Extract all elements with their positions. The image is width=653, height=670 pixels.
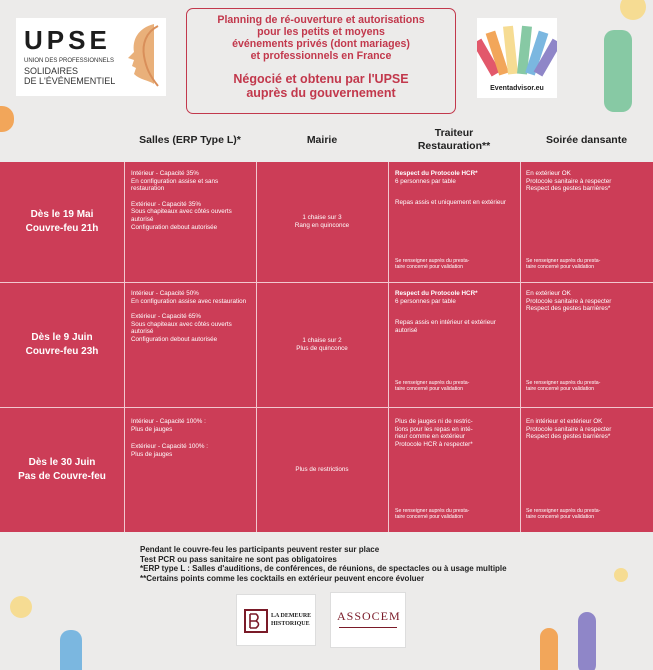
column-header-traiteur [388, 120, 520, 160]
cell-line: rieur comme en extérieur [395, 433, 465, 441]
cell-line: Protocole HCR à respecter* [395, 440, 473, 448]
row-label-curfew: Couvre-feu 23h [25, 345, 99, 357]
header-box [186, 8, 456, 114]
note-line: Se renseigner auprès du presta- [526, 508, 601, 514]
cell-spacer [395, 305, 515, 319]
demeure-historique-line2: HISTORIQUE [271, 621, 310, 627]
cell-soiree-row3 [526, 418, 650, 441]
column-header-mairie-label: Mairie [306, 133, 338, 146]
cell-spacer [131, 193, 253, 201]
cell-traiteur-row3 [395, 418, 515, 448]
cell-line: Protocole sanitaire à respecter [526, 297, 612, 305]
demeure-historique-logo [236, 594, 316, 646]
cell-traiteur-row2 [395, 290, 515, 334]
cell-line: En configuration assise avec restauration [131, 297, 247, 305]
upse-logo-solidaires-line1: SOLIDAIRES [24, 66, 79, 76]
column-header-salles-label: Salles (ERP Type L)* [139, 133, 241, 146]
row-label-19-mai [0, 162, 124, 282]
cell-line: Protocole sanitaire à respecter [526, 425, 612, 433]
column-header-salles [124, 120, 256, 160]
cell-note-traiteur-row3 [395, 508, 515, 520]
assocem-rule [339, 627, 397, 628]
decor-dot-yellow-topright [620, 0, 646, 20]
header-title-line: Planning de ré-ouverture et autorisations [217, 14, 425, 26]
cell-traiteur-row1 [395, 170, 515, 207]
cell-line: Plus de restrictions [295, 465, 349, 473]
cell-line: 6 personnes par table [395, 297, 456, 305]
column-header-soiree [520, 120, 653, 160]
decor-dot-yellow-right [614, 568, 628, 582]
cell-note-traiteur-row2 [395, 380, 515, 392]
cell-line: Sous chapiteaux avec côtés ouverts autorisé [131, 320, 232, 336]
cell-line: Plus de quinconce [296, 344, 348, 352]
fan-books-icon [477, 20, 557, 82]
note-line: taire concerné pour validation [526, 386, 595, 393]
cell-line: 6 personnes par table [395, 177, 456, 185]
decor-pill-orange-left [0, 106, 14, 132]
upse-logo-subtitle: UNION DES PROFESSIONNELS [24, 58, 115, 64]
footer-note-line: **Certains points comme les cocktails en extérieur peuvent encore évoluer [140, 573, 425, 583]
assocem-logo [330, 592, 406, 648]
footer-notes [140, 545, 507, 583]
cell-line: Intérieur - Capacité 50% [131, 290, 199, 297]
cell-spacer [395, 185, 515, 199]
column-header-soiree-label: Soirée dansante [545, 133, 628, 146]
cell-salles-row2 [131, 290, 253, 344]
cell-line: Respect des gestes barrières* [526, 433, 611, 441]
cell-line: Extérieur - Capacité 100% : [131, 443, 208, 451]
note-line: Se renseigner auprès du presta- [526, 258, 601, 264]
cell-note-soiree-row1 [526, 258, 650, 270]
cell-line: Configuration debout autorisée [131, 335, 218, 343]
decor-pill-blue-bottomleft [60, 630, 82, 670]
cell-line: Repas assis en intérieur et extérieur autorisé [395, 319, 496, 334]
note-line: taire concerné pour validation [526, 514, 595, 521]
header-title-line: pour les petits et moyens [257, 26, 385, 38]
row-label-curfew: Couvre-feu 21h [25, 223, 99, 234]
note-line: taire concerné pour validation [395, 514, 464, 521]
note-line: Se renseigner auprès du presta- [526, 380, 601, 386]
cell-mairie-row1 [256, 162, 388, 282]
row-label-date: Dès le 9 Juin [31, 331, 93, 343]
decor-pill-green-right [604, 30, 632, 112]
note-line: Se renseigner auprès du presta- [395, 258, 470, 264]
cell-line: Respect du Protocole HCR* [395, 290, 478, 297]
eventadvisor-label: Eventadvisor.eu [490, 85, 544, 92]
cell-line: 1 chaise sur 3 [302, 214, 342, 222]
upse-logo [16, 18, 166, 96]
note-line: taire concerné pour validation [395, 264, 464, 271]
assocem-word: ASSOCEM [337, 609, 401, 623]
row-label-curfew: Pas de Couvre-feu [18, 470, 106, 482]
cell-line: Plus de jauges ni de restric- [395, 418, 473, 425]
column-divider [520, 162, 521, 532]
row-label-30-juin [0, 407, 124, 532]
column-header-mairie [256, 120, 388, 160]
cell-line: Extérieur - Capacité 35% [131, 200, 201, 208]
cell-spacer [131, 305, 253, 313]
footer-note-line: Test PCR ou pass sanitaire ne sont pas obligatoires [140, 554, 337, 564]
face-profile-icon [124, 22, 160, 90]
decor-pill-orange-bottomright [540, 628, 558, 670]
cell-line: En extérieur OK [526, 290, 571, 297]
cell-line: En intérieur et extérieur OK [526, 418, 603, 425]
cell-line: Protocole sanitaire à respecter [526, 177, 612, 185]
cell-salles-row1 [131, 170, 253, 231]
header-title [187, 14, 455, 62]
cell-line: Sous chapiteaux avec côtés ouverts autorisé [131, 208, 232, 223]
cell-line: 1 chaise sur 2 [302, 336, 342, 344]
cell-soiree-row1 [526, 170, 650, 193]
note-line: Se renseigner auprès du presta- [395, 380, 470, 386]
cell-line: Extérieur - Capacité 65% [131, 313, 201, 321]
row-label-date: Dès le 19 Mai [30, 209, 94, 220]
cell-mairie-row2 [256, 282, 388, 407]
cell-line: Respect des gestes barrières* [526, 185, 611, 193]
note-line: taire concerné pour validation [526, 264, 595, 271]
column-header-traiteur-label: Traiteur [434, 127, 474, 139]
column-header-traiteur-label2: Restauration** [417, 140, 491, 152]
cell-line: Configuration debout autorisée [131, 223, 218, 231]
cell-line: Repas assis et uniquement en extérieur [395, 199, 506, 207]
cell-line: Respect du Protocole HCR* [395, 170, 478, 177]
header-title-line: événements privés (dont mariages) [232, 38, 410, 50]
cell-mairie-row3 [256, 407, 388, 532]
cell-soiree-row2 [526, 290, 650, 313]
column-divider [124, 162, 125, 532]
monogram-icon [243, 608, 269, 634]
cell-line: Respect des gestes barrières* [526, 305, 611, 313]
eventadvisor-logo [477, 18, 557, 98]
upse-logo-solidaires [24, 66, 115, 86]
note-line: Se renseigner auprès du presta- [395, 508, 470, 514]
cell-line: En extérieur OK [526, 170, 571, 177]
header-title-line: et professionnels en France [250, 50, 392, 62]
footer-note-line: *ERP type L : Salles d'auditions, de conférences, de réunions, de spectacles ou à usage multiple [140, 564, 507, 574]
column-divider [388, 162, 389, 532]
upse-logo-word: UPSE [24, 25, 111, 55]
row-label-date: Dès le 30 Juin [28, 456, 96, 468]
footer-note-line: Pendant le couvre-feu les participants peuvent rester sur place [140, 545, 380, 554]
cell-line: Intérieur - Capacité 35% [131, 170, 199, 177]
decor-pill-purple-bottomright [578, 612, 596, 670]
cell-line: Plus de jauges [131, 425, 173, 433]
cell-line: Intérieur - Capacité 100% : [131, 418, 206, 425]
header-negotiated-line: Négocié et obtenu par l'UPSE [233, 72, 409, 86]
cell-note-traiteur-row1 [395, 258, 515, 270]
note-line: taire concerné pour validation [395, 386, 464, 393]
cell-note-soiree-row2 [526, 380, 650, 392]
demeure-historique-line1: LA DEMEURE [271, 613, 312, 619]
cell-line: tions pour les repas en inté- [395, 425, 473, 433]
row-label-9-juin [0, 282, 124, 407]
cell-line: Plus de jauges [131, 450, 173, 458]
cell-line: En configuration assise et sans restauration [131, 177, 219, 193]
cell-line: Rang en quinconce [294, 222, 350, 229]
header-negotiated-line: auprès du gouvernement [246, 86, 396, 100]
upse-logo-solidaires-line2: DE L'ÉVÉNEMENTIEL [24, 76, 116, 86]
header-negotiated [187, 72, 455, 100]
decor-dot-yellow-bottomleft [10, 596, 32, 618]
cell-spacer [131, 433, 253, 443]
cell-salles-row3 [131, 418, 253, 458]
cell-note-soiree-row3 [526, 508, 650, 520]
